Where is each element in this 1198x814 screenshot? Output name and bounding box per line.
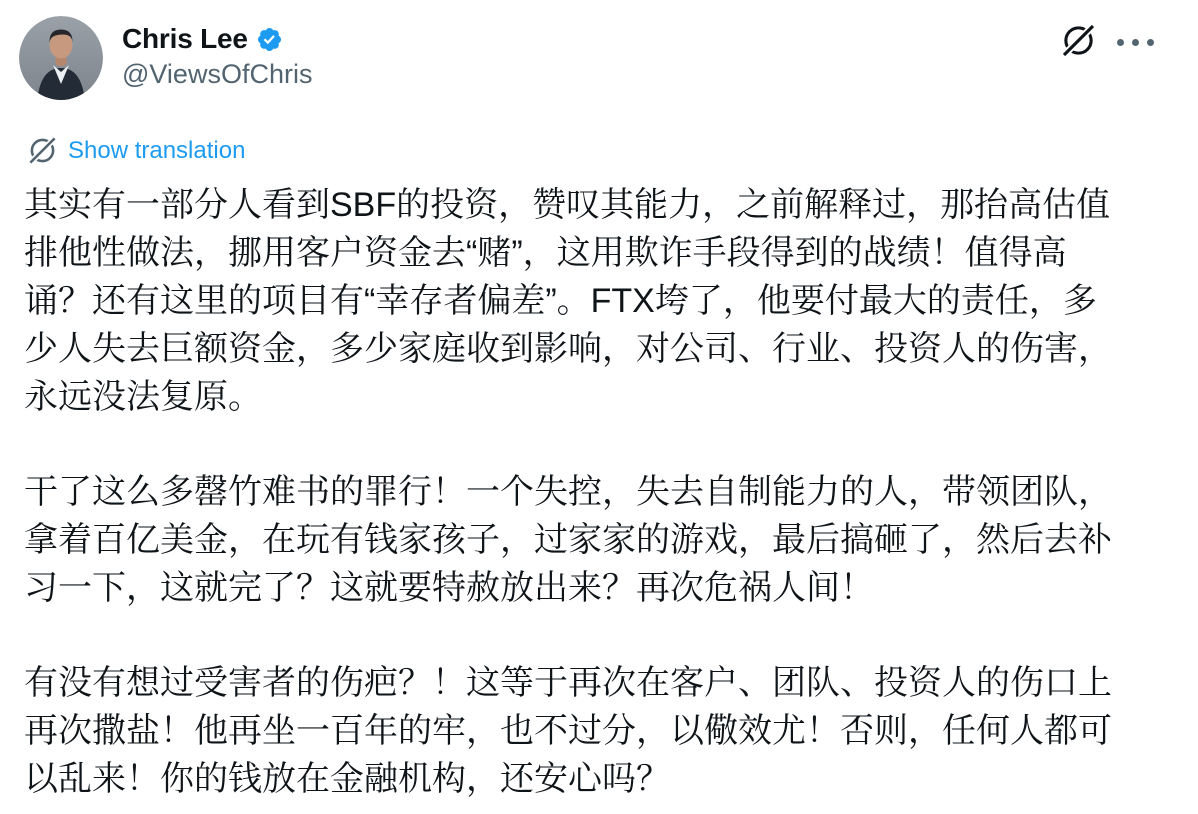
tweet-paragraph	[24, 468, 1184, 612]
tweet-paragraph	[24, 181, 1184, 421]
verified-badge-icon	[256, 26, 283, 53]
tweet-text-line: 其实有一部分人看到SBF的投资，赞叹其能力，之前解释过，那抬高估值	[24, 186, 1111, 224]
tweet-text-line: 少人失去巨额资金，多少家庭收到影响，对公司、行业、投资人的伤害，	[24, 330, 1112, 368]
avatar[interactable]	[19, 16, 103, 100]
tweet-text-line: 以乱来！你的钱放在金融机构，还安心吗？	[24, 760, 670, 798]
tweet-text-line: 永远没法复原。	[24, 378, 262, 416]
header-actions	[1060, 22, 1154, 59]
user-identity	[122, 23, 312, 90]
tweet-text-line: 干了这么多罄竹难书的罪行！一个失控，失去自制能力的人，带领团队，	[24, 473, 1112, 511]
tweet-text-line: 再次撒盐！他再坐一百年的牢，也不过分，以儆效尤！否则，任何人都可	[24, 712, 1112, 750]
tweet-text-line: 习一下，这就完了？这就要特赦放出来？再次危祸人间！	[24, 569, 874, 607]
show-translation-label: Show translation	[68, 136, 246, 164]
tweet-paragraph	[24, 659, 1184, 803]
grok-icon[interactable]	[1060, 22, 1097, 59]
avatar-image	[19, 16, 103, 100]
tweet-text-line: 有没有想过受害者的伤疤？！这等于再次在客户、团队、投资人的伤口上	[24, 664, 1112, 702]
tweet-text	[24, 181, 1184, 803]
user-handle[interactable]: @ViewsOfChris	[122, 59, 313, 89]
tweet-text-line: 排他性做法，挪用客户资金去“赌”，这用欺诈手段得到的战绩！值得高	[24, 234, 1067, 272]
display-name[interactable]: Chris Lee	[122, 23, 248, 54]
tweet-text-line: 拿着百亿美金，在玩有钱家孩子，过家家的游戏，最后搞砸了，然后去补	[24, 521, 1112, 559]
more-options-icon[interactable]	[1117, 35, 1154, 46]
show-translation-button[interactable]	[27, 135, 245, 166]
translate-grok-icon	[27, 135, 58, 166]
tweet-text-line: 诵？还有这里的项目有“幸存者偏差”。FTX垮了，他要付最大的责任，多	[24, 282, 1097, 320]
